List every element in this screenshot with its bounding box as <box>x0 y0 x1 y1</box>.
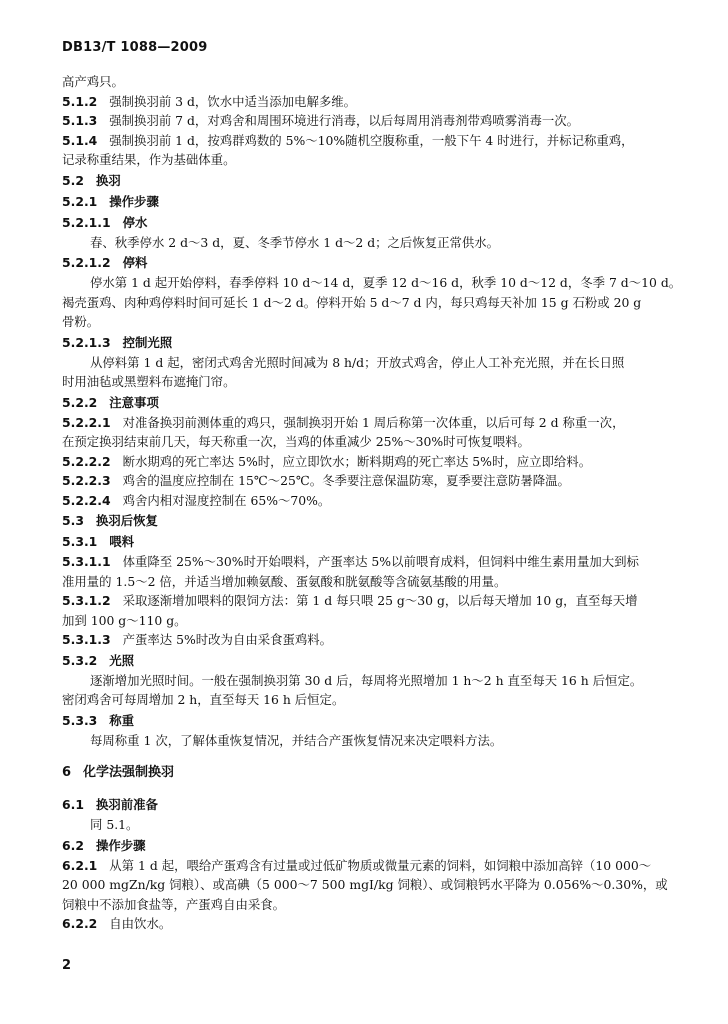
page-number: 2 <box>62 958 72 973</box>
line-text: 控制光照 <box>122 334 173 350</box>
text-line <box>62 815 682 835</box>
line-text: 时用油毡或黑塑料布遮掩门帘。 <box>62 374 236 389</box>
clause-number: 5.3.3 <box>62 712 98 728</box>
line-text: 喂料 <box>109 534 135 549</box>
clause-number: 5.2.2.2 <box>62 453 111 469</box>
clause-number: 5.2.2.1 <box>62 414 111 430</box>
line-text: 称重 <box>109 712 135 728</box>
section-heading <box>62 510 682 531</box>
clause-number: 5.2.2 <box>62 394 98 410</box>
line-text: 强制换羽前 7 d，对鸡舍和周围环境进行消毒，以后每周用消毒剂带鸡喷雾消毒一次。 <box>109 113 580 128</box>
line-text: 光照 <box>109 652 135 668</box>
clause-number: 5.1.2 <box>62 93 98 109</box>
section-heading <box>62 650 682 671</box>
text-line <box>62 92 682 112</box>
line-text: 换羽前准备 <box>95 797 158 812</box>
text-line <box>62 591 682 611</box>
clause-number: 5.3.2 <box>62 652 98 668</box>
clause-number: 6 <box>62 765 72 780</box>
clause-number: 5.3.1 <box>62 534 98 549</box>
section-heading <box>62 252 682 273</box>
clause-number: 5.2 <box>62 172 84 188</box>
text-line <box>62 572 682 592</box>
text-line <box>62 312 682 332</box>
clause-number: 5.3.1.2 <box>62 593 111 608</box>
section-heading <box>62 191 682 212</box>
clause-number: 6.2.2 <box>62 916 98 931</box>
clause-number: 6.2 <box>62 837 84 853</box>
line-text: 化学法强制换羽 <box>83 765 175 780</box>
clause-number: 5.2.1.2 <box>62 255 111 270</box>
text-line <box>62 273 682 293</box>
text-line <box>62 413 682 433</box>
document-id-header: DB13/T 1088—2009 <box>62 40 208 55</box>
line-text: 操作步骤 <box>109 193 159 209</box>
line-text: 密闭鸡舍可每周增加 2 h，直至每天 16 h 后恒定。 <box>62 692 345 707</box>
section-heading <box>62 710 682 731</box>
line-text: 同 5.1。 <box>90 817 139 832</box>
text-line <box>62 491 682 511</box>
clause-number: 5.2.2.3 <box>62 473 111 488</box>
section-heading <box>62 170 682 191</box>
document-body <box>62 72 682 934</box>
line-text: 自由饮水。 <box>109 916 172 931</box>
line-text: 准用量的 1.5～2 倍，并适当增加赖氨酸、蛋氨酸和胱氨酸等含硫氨基酸的用量。 <box>62 573 507 589</box>
text-line <box>62 452 682 472</box>
text-line <box>62 630 682 650</box>
clause-number: 6.1 <box>62 797 84 812</box>
line-text: 鸡舍内相对湿度控制在 65%～70%。 <box>122 492 331 508</box>
clause-number: 5.2.1.3 <box>62 334 111 350</box>
text-line <box>62 552 682 572</box>
line-text: 记录称重结果，作为基础体重。 <box>62 152 236 167</box>
text-line <box>62 895 682 915</box>
text-line <box>62 131 682 151</box>
text-line <box>62 611 682 631</box>
line-text: 对准备换羽前测体重的鸡只，强制换羽开始 1 周后称第一次体重，以后可每 2 d 称重一次， <box>122 414 625 430</box>
section-heading <box>62 212 682 233</box>
text-line <box>62 353 682 373</box>
line-text: 强制换羽前 3 d，饮水中适当添加电解多维。 <box>109 93 357 109</box>
text-line <box>62 690 682 710</box>
clause-number: 5.1.4 <box>62 132 98 148</box>
line-text: 20 000 mgZn/kg 饲粮）、或高碘（5 000～7 500 mgI/kg 饲粮）、或饲粮钙水平降为 0.056%～0.30%，或 <box>62 877 668 892</box>
text-line <box>62 731 682 751</box>
text-line <box>62 293 682 313</box>
text-line <box>62 372 682 392</box>
line-text: 强制换羽前 1 d，按鸡群鸡数的 5%～10%随机空腹称重，一般下午 4 时进行，并标记称重鸡， <box>109 132 634 148</box>
line-text: 饲粮中不添加食盐等，产蛋鸡自由采食。 <box>62 896 286 912</box>
text-line <box>62 111 682 131</box>
line-text: 从停料第 1 d 起，密闭式鸡舍光照时间减为 8 h/d；开放式鸡舍，停止人工补充光照，并在长日照 <box>90 354 625 370</box>
clause-number: 5.3.1.1 <box>62 554 111 569</box>
section-heading <box>62 531 682 552</box>
text-line <box>62 671 682 691</box>
text-line <box>62 432 682 452</box>
text-line <box>62 471 682 491</box>
clause-number: 6.2.1 <box>62 857 98 873</box>
line-text: 每周称重 1 次，了解体重恢复情况，并结合产蛋恢复情况来决定喂料方法。 <box>90 732 503 748</box>
line-text: 断水期鸡的死亡率达 5%时，应立即饮水；断料期鸡的死亡率达 5%时，应立即给料。 <box>122 453 592 469</box>
line-text: 换羽后恢复 <box>95 513 158 528</box>
text-line <box>62 875 682 895</box>
line-text: 鸡舍的温度应控制在 15℃～25℃。冬季要注意保温防寒，夏季要注意防暑降温。 <box>122 473 570 488</box>
text-line <box>62 856 682 876</box>
line-text: 停料 <box>122 255 148 270</box>
line-text: 春、秋季停水 2 d～3 d，夏、冬季节停水 1 d～2 d；之后恢复正常供水。 <box>90 234 500 250</box>
line-text: 体重降至 25%～30%时开始喂料，产蛋率达 5%以前喂育成料，但饲料中维生素用量加大到标 <box>122 554 639 569</box>
line-text: 高产鸡只。 <box>62 74 124 89</box>
clause-number: 5.2.1.1 <box>62 214 111 230</box>
line-text: 停水 <box>122 214 148 230</box>
line-text: 褐壳蛋鸡、肉种鸡停料时间可延长 1 d～2 d。停料开始 5 d～7 d 内，每只鸡每天补加 15 g 石粉或 20 g <box>62 294 642 310</box>
line-text: 产蛋率达 5%时改为自由采食蛋鸡料。 <box>122 632 333 647</box>
line-text: 从第 1 d 起，喂给产蛋鸡含有过量或过低矿物质或微量元素的饲料，如饲粮中添加高锌（10 000～ <box>109 857 652 873</box>
line-text: 在预定换羽结束前几天，每天称重一次，当鸡的体重减少 25%～30%时可恢复喂料。 <box>62 434 530 449</box>
line-text: 换羽 <box>95 172 121 188</box>
section-heading <box>62 332 682 353</box>
line-text: 加到 100 g～110 g。 <box>62 612 187 628</box>
line-text: 逐渐增加光照时间。一般在强制换羽第 30 d 后，每周将光照增加 1 h～2 h 直至每天 16 h 后恒定。 <box>90 672 643 688</box>
clause-number: 5.3.1.3 <box>62 632 111 647</box>
line-text: 停水第 1 d 起开始停料，春季停料 10 d～14 d，夏季 12 d～16 d，秋季 10 d～12 d，冬季 7 d～10 d。 <box>90 275 682 290</box>
section-heading <box>62 794 682 815</box>
line-text: 采取逐渐增加喂料的限饲方法：第 1 d 每只喂 25 g～30 g，以后每天增加 10 g，直至每天增 <box>122 593 638 608</box>
line-text: 骨粉。 <box>62 314 100 329</box>
text-line <box>62 914 682 934</box>
text-line <box>62 150 682 170</box>
text-line <box>62 233 682 253</box>
clause-number: 5.1.3 <box>62 113 98 128</box>
text-line <box>62 72 682 92</box>
clause-number: 5.2.2.4 <box>62 492 111 508</box>
line-text: 操作步骤 <box>95 837 146 853</box>
section-heading <box>62 392 682 413</box>
section-heading <box>62 835 682 856</box>
section-heading <box>62 762 682 784</box>
clause-number: 5.3 <box>62 513 84 528</box>
line-text: 注意事项 <box>109 394 159 410</box>
clause-number: 5.2.1 <box>62 193 98 209</box>
